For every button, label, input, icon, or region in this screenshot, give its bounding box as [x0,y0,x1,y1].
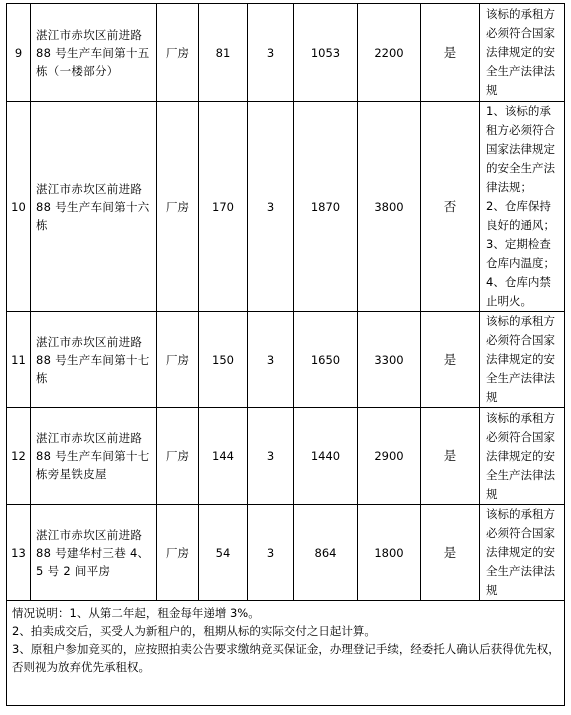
table-row [7,312,565,408]
table-row [7,408,565,505]
row-use: 厂房 [157,4,199,102]
lease-table-page [6,3,564,706]
row-value-3: 1053 [294,4,358,102]
row-location: 湛江市赤坎区前进路 88 号生产车间第十六栋 [31,102,157,312]
row-value-4: 1800 [358,505,421,601]
note-line: 2、仓库保持良好的通风； [486,199,555,232]
row-value-3: 1870 [294,102,358,312]
row-notes [480,4,565,102]
row-number: 9 [7,4,31,102]
row-value-4: 2900 [358,408,421,505]
row-yes-no: 是 [421,312,480,408]
row-value-4: 3300 [358,312,421,408]
row-value-3: 1650 [294,312,358,408]
footer-line-1: 情况说明：1、从第二年起，租金每年递增 3%。 [12,606,260,620]
row-value-1: 54 [199,505,248,601]
row-value-1: 144 [199,408,248,505]
footer-line-3: 3、原租户参加竞买的，应按照拍卖公告要求缴纳竞买保证金，办理登记手续，经委托人确认后获得优先权，否则视为放弃优先承租权。 [12,642,560,674]
row-notes [480,102,565,312]
row-value-2: 3 [248,408,294,505]
row-value-2: 3 [248,312,294,408]
row-value-2: 3 [248,505,294,601]
row-value-4: 2200 [358,4,421,102]
row-value-1: 81 [199,4,248,102]
row-location: 湛江市赤坎区前进路 88 号生产车间第十七栋旁星铁皮屋 [31,408,157,505]
row-location: 湛江市赤坎区前进路 88 号建华村三巷 4、5 号 2 间平房 [31,505,157,601]
note-line: 3、定期检查仓库内温度； [486,237,555,270]
note-line: 该标的承租方必须符合国家法律规定的安全生产法律法规 [486,507,555,597]
row-yes-no: 否 [421,102,480,312]
row-use: 厂房 [157,505,199,601]
row-yes-no: 是 [421,4,480,102]
table-row [7,102,565,312]
note-line: 4、仓库内禁止明火。 [486,275,551,308]
row-location: 湛江市赤坎区前进路 88 号生产车间第十五栋（一楼部分） [31,4,157,102]
note-line: 该标的承租方必须符合国家法律规定的安全生产法律法规 [486,410,555,501]
row-use: 厂房 [157,408,199,505]
note-line: 该标的承租方必须符合国家法律规定的安全生产法律法规 [486,314,555,404]
row-use: 厂房 [157,102,199,312]
row-yes-no: 是 [421,505,480,601]
situation-notes [6,601,565,706]
table-row [7,505,565,601]
note-line: 1、该标的承租方必须符合国家法律规定的安全生产法律法规； [486,104,555,194]
footer-line-2: 2、拍卖成交后，买受人为新租户的，租期从标的实际交付之日起计算。 [12,624,376,638]
row-location: 湛江市赤坎区前进路 88 号生产车间第十七栋 [31,312,157,408]
row-use: 厂房 [157,312,199,408]
row-notes [480,312,565,408]
note-line: 该标的承租方必须符合国家法律规定的安全生产法律法规 [486,7,555,97]
row-number: 11 [7,312,31,408]
row-value-2: 3 [248,102,294,312]
row-notes [480,408,565,505]
row-yes-no: 是 [421,408,480,505]
row-notes [480,505,565,601]
row-number: 13 [7,505,31,601]
row-value-2: 3 [248,4,294,102]
lease-table [6,3,565,601]
row-number: 10 [7,102,31,312]
row-number: 12 [7,408,31,505]
row-value-3: 864 [294,505,358,601]
row-value-1: 170 [199,102,248,312]
row-value-3: 1440 [294,408,358,505]
table-row [7,4,565,102]
row-value-1: 150 [199,312,248,408]
row-value-4: 3800 [358,102,421,312]
